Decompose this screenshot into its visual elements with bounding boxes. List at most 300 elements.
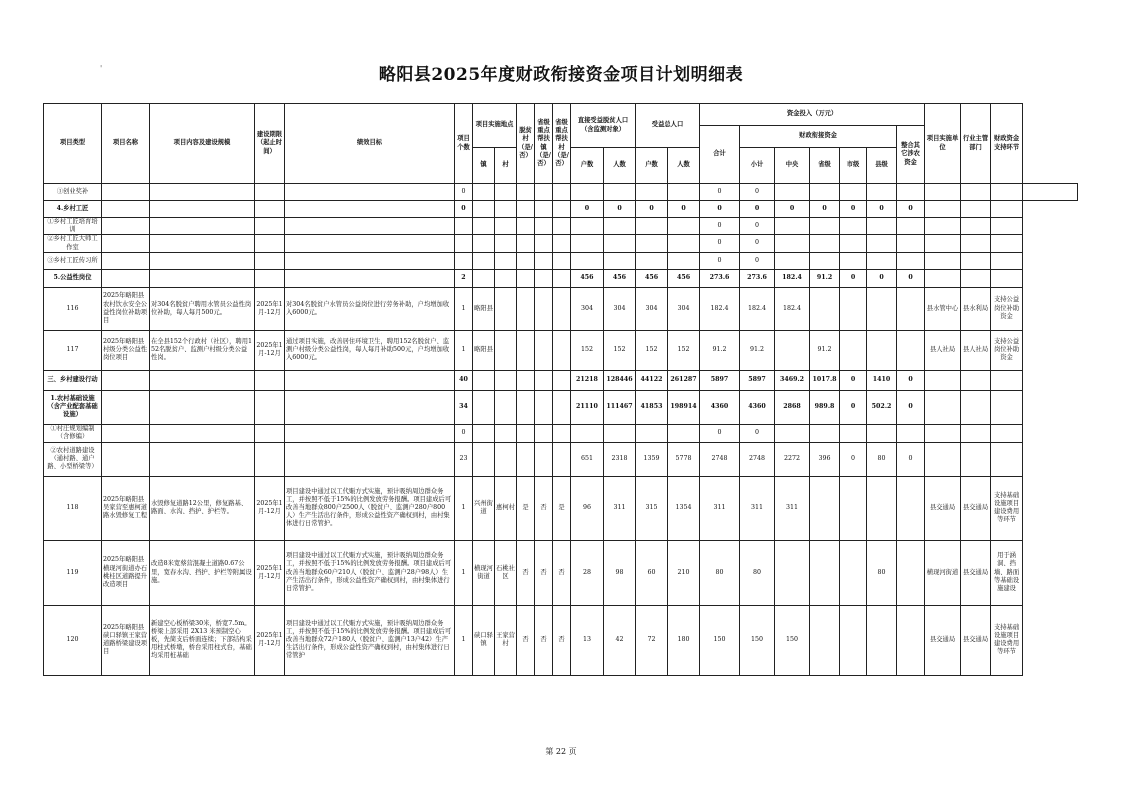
table-cell bbox=[991, 370, 1023, 390]
table-cell: 0 bbox=[668, 201, 700, 218]
table-cell: 石桃社区 bbox=[495, 540, 517, 605]
header-location: 项目实施地点 bbox=[473, 104, 517, 148]
table-cell bbox=[285, 424, 455, 442]
table-cell bbox=[535, 218, 553, 235]
table-cell: 28 bbox=[571, 540, 604, 605]
table-cell bbox=[495, 269, 517, 287]
table-cell bbox=[553, 330, 571, 370]
table-cell: 县交通局 bbox=[925, 476, 961, 540]
table-cell bbox=[495, 370, 517, 390]
table-cell: 2025年1月-12月 bbox=[255, 476, 285, 540]
table-cell bbox=[668, 252, 700, 269]
table-cell: 县交通局 bbox=[961, 540, 991, 605]
table-cell bbox=[495, 184, 517, 201]
table-cell: 2025年略阳县吴家营至惠柯道路水毁修复工程 bbox=[102, 476, 150, 540]
table-cell bbox=[473, 269, 495, 287]
table-cell bbox=[495, 330, 517, 370]
table-cell: 651 bbox=[571, 442, 604, 476]
table-cell bbox=[255, 390, 285, 424]
table-cell bbox=[775, 218, 810, 235]
table-cell bbox=[991, 235, 1023, 252]
table-cell bbox=[925, 252, 961, 269]
table-cell bbox=[867, 330, 897, 370]
table-cell: 120 bbox=[44, 605, 102, 675]
table-cell bbox=[553, 370, 571, 390]
table-cell: 23 bbox=[455, 442, 473, 476]
table-cell bbox=[517, 252, 535, 269]
table-cell bbox=[495, 390, 517, 424]
table-cell: 1354 bbox=[668, 476, 700, 540]
table-cell: 县交通局 bbox=[961, 476, 991, 540]
table-cell: 80 bbox=[867, 442, 897, 476]
table-cell bbox=[495, 424, 517, 442]
table-row bbox=[44, 330, 1078, 370]
table-cell bbox=[961, 252, 991, 269]
table-cell: 2748 bbox=[740, 442, 775, 476]
table-cell: 182.4 bbox=[700, 287, 740, 330]
table-cell: 对304名脱贫户聘用水管员公益性岗位补助，每人每月500元。 bbox=[150, 287, 255, 330]
table-cell bbox=[840, 476, 867, 540]
table-cell: 0 bbox=[897, 442, 925, 476]
table-cell: 0 bbox=[604, 201, 636, 218]
table-cell: 80 bbox=[700, 540, 740, 605]
header-city: 市级 bbox=[840, 148, 867, 184]
table-cell: 0 bbox=[897, 370, 925, 390]
table-cell bbox=[255, 252, 285, 269]
table-cell bbox=[840, 540, 867, 605]
table-cell: 116 bbox=[44, 287, 102, 330]
table-cell: 502.2 bbox=[867, 390, 897, 424]
header-poverty-village: 脱贫村（是/否） bbox=[517, 104, 535, 184]
table-cell bbox=[495, 442, 517, 476]
table-cell bbox=[455, 218, 473, 235]
table-cell bbox=[553, 424, 571, 442]
table-cell: 2025年1月-12月 bbox=[255, 605, 285, 675]
table-cell bbox=[897, 476, 925, 540]
table-cell: 1.农村基础设施（含产业配套基础设施） bbox=[44, 390, 102, 424]
table-cell bbox=[571, 424, 604, 442]
table-cell bbox=[517, 287, 535, 330]
table-row bbox=[44, 252, 1078, 269]
table-cell: 0 bbox=[740, 218, 775, 235]
table-cell bbox=[517, 424, 535, 442]
table-cell: 5897 bbox=[740, 370, 775, 390]
table-cell: 4.乡村工匠 bbox=[44, 201, 102, 218]
header-total-pop: 受益总人口 bbox=[636, 104, 700, 148]
table-cell: ②农村道路建设（通村路、通户路、小型桥梁等） bbox=[44, 442, 102, 476]
header-village: 村 bbox=[495, 148, 517, 184]
table-cell bbox=[840, 424, 867, 442]
table-cell bbox=[255, 269, 285, 287]
table-cell: 210 bbox=[668, 540, 700, 605]
table-cell: 5.公益性岗位 bbox=[44, 269, 102, 287]
table-cell bbox=[991, 424, 1023, 442]
table-cell: 311 bbox=[740, 476, 775, 540]
header-town: 镇 bbox=[473, 148, 495, 184]
table-cell: 1 bbox=[455, 287, 473, 330]
table-cell: 项目建设中通过以工代赈方式实施，预计吸纳周边群众务工，并按照不低于15%的比例发放劳务报酬。项目建成后可改善当地群众72户180人（脱贫户、监测户13户42）生产生活出行条件，形成公益性资产确权到村，由村集体进行日常管护 bbox=[285, 605, 455, 675]
table-cell bbox=[517, 269, 535, 287]
table-cell bbox=[668, 184, 700, 201]
table-cell: 对304名脱贫户水管员公益岗位进行劳务补助，户均增加收入6000元。 bbox=[285, 287, 455, 330]
table-cell bbox=[535, 424, 553, 442]
table-cell bbox=[1023, 184, 1078, 201]
table-cell bbox=[810, 476, 840, 540]
table-cell bbox=[867, 424, 897, 442]
table-cell: 182.4 bbox=[740, 287, 775, 330]
table-row bbox=[44, 370, 1078, 390]
table-cell: 261287 bbox=[668, 370, 700, 390]
table-cell bbox=[571, 184, 604, 201]
table-cell bbox=[840, 252, 867, 269]
table-cell: 否 bbox=[535, 476, 553, 540]
table-cell: 兴州街道 bbox=[473, 476, 495, 540]
table-cell: 91.2 bbox=[810, 330, 840, 370]
table-cell bbox=[897, 235, 925, 252]
table-cell: 1017.8 bbox=[810, 370, 840, 390]
table-cell bbox=[473, 235, 495, 252]
header-type: 项目类型 bbox=[44, 104, 102, 184]
table-cell bbox=[810, 424, 840, 442]
header-prov-key-town: 省级重点帮扶镇（是/否） bbox=[535, 104, 553, 184]
table-cell bbox=[495, 252, 517, 269]
table-cell: 否 bbox=[553, 605, 571, 675]
table-cell bbox=[255, 184, 285, 201]
table-cell bbox=[897, 218, 925, 235]
table-cell: 2272 bbox=[775, 442, 810, 476]
table-cell: 在全县152个行政村（社区），聘用152名脱贫户、监测户村级分类公益性岗。 bbox=[150, 330, 255, 370]
table-cell bbox=[925, 370, 961, 390]
table-cell: 0 bbox=[700, 201, 740, 218]
table-cell bbox=[897, 252, 925, 269]
table-cell: 456 bbox=[668, 269, 700, 287]
table-cell: 150 bbox=[775, 605, 810, 675]
table-cell: 2025年1月-12月 bbox=[255, 540, 285, 605]
table-cell: 152 bbox=[571, 330, 604, 370]
table-cell: 396 bbox=[810, 442, 840, 476]
header-province: 省级 bbox=[810, 148, 840, 184]
table-cell bbox=[473, 370, 495, 390]
table-cell: 0 bbox=[740, 252, 775, 269]
table-cell: 182.4 bbox=[775, 287, 810, 330]
table-cell bbox=[473, 218, 495, 235]
header-total-households: 户数 bbox=[636, 148, 668, 184]
table-cell: 0 bbox=[840, 370, 867, 390]
table-cell: 91.2 bbox=[700, 330, 740, 370]
table-cell bbox=[517, 330, 535, 370]
table-cell: 县水管中心 bbox=[925, 287, 961, 330]
header-total: 合计 bbox=[700, 126, 740, 184]
table-row bbox=[44, 287, 1078, 330]
table-cell bbox=[897, 330, 925, 370]
table-cell: 支持基础设施项目建设费用等环节 bbox=[991, 476, 1023, 540]
table-cell: 5897 bbox=[700, 370, 740, 390]
table-cell: 否 bbox=[517, 540, 535, 605]
table-cell bbox=[925, 390, 961, 424]
table-cell bbox=[810, 540, 840, 605]
table-cell: 72 bbox=[636, 605, 668, 675]
table-cell: 0 bbox=[740, 424, 775, 442]
table-cell bbox=[535, 330, 553, 370]
table-cell: 311 bbox=[700, 476, 740, 540]
table-cell: 180 bbox=[668, 605, 700, 675]
table-cell: 34 bbox=[455, 390, 473, 424]
table-cell bbox=[925, 218, 961, 235]
table-cell bbox=[636, 218, 668, 235]
table-cell bbox=[553, 390, 571, 424]
table-cell bbox=[255, 370, 285, 390]
table-cell bbox=[473, 390, 495, 424]
table-cell: 是 bbox=[517, 476, 535, 540]
table-cell bbox=[102, 201, 150, 218]
table-cell bbox=[961, 201, 991, 218]
table-cell: 2025年略阳县农村饮水安全公益性岗位补助项目 bbox=[102, 287, 150, 330]
table-row bbox=[44, 476, 1078, 540]
table-cell bbox=[867, 235, 897, 252]
table-cell: 0 bbox=[840, 201, 867, 218]
table-cell bbox=[636, 235, 668, 252]
table-cell bbox=[102, 252, 150, 269]
table-cell bbox=[991, 269, 1023, 287]
table-cell bbox=[571, 235, 604, 252]
table-cell: 40 bbox=[455, 370, 473, 390]
table-cell: 横现河街道 bbox=[473, 540, 495, 605]
table-cell: 0 bbox=[700, 235, 740, 252]
header-direct-pop: 直接受益脱贫人口（含监测对象） bbox=[571, 104, 636, 148]
table-cell bbox=[535, 252, 553, 269]
table-cell: 0 bbox=[867, 201, 897, 218]
table-cell: 2025年略阳县村级分类公益性岗位项目 bbox=[102, 330, 150, 370]
table-cell: 2025年略阳县硖口驿镇王家营道路桥梁建设项目 bbox=[102, 605, 150, 675]
table-cell bbox=[604, 235, 636, 252]
table-cell bbox=[535, 201, 553, 218]
table-cell bbox=[840, 218, 867, 235]
table-cell: 80 bbox=[867, 540, 897, 605]
table-cell: 152 bbox=[604, 330, 636, 370]
table-cell: 用于涵洞、挡墙、路面等基础设施建设 bbox=[991, 540, 1023, 605]
table-cell: 1 bbox=[455, 476, 473, 540]
table-cell bbox=[810, 184, 840, 201]
table-row bbox=[44, 184, 1078, 201]
table-cell: 42 bbox=[604, 605, 636, 675]
table-cell: 0 bbox=[840, 442, 867, 476]
table-cell bbox=[102, 442, 150, 476]
table-cell bbox=[867, 287, 897, 330]
table-cell bbox=[991, 252, 1023, 269]
table-cell bbox=[150, 184, 255, 201]
table-cell: 989.8 bbox=[810, 390, 840, 424]
table-cell bbox=[840, 287, 867, 330]
table-cell: 2868 bbox=[775, 390, 810, 424]
table-cell bbox=[897, 424, 925, 442]
table-cell bbox=[961, 218, 991, 235]
table-cell bbox=[553, 442, 571, 476]
table-cell bbox=[810, 287, 840, 330]
table-cell: 0 bbox=[740, 235, 775, 252]
table-cell bbox=[285, 269, 455, 287]
table-cell bbox=[473, 201, 495, 218]
table-cell: 0 bbox=[740, 184, 775, 201]
project-detail-table bbox=[43, 103, 1078, 676]
table-cell bbox=[961, 424, 991, 442]
table-cell bbox=[150, 235, 255, 252]
header-count: 项目个数 bbox=[455, 104, 473, 184]
table-cell: 否 bbox=[517, 605, 535, 675]
table-cell: 21110 bbox=[571, 390, 604, 424]
table-cell bbox=[517, 390, 535, 424]
table-cell bbox=[150, 201, 255, 218]
table-cell bbox=[636, 424, 668, 442]
table-cell: 311 bbox=[604, 476, 636, 540]
table-cell bbox=[495, 201, 517, 218]
table-cell bbox=[150, 370, 255, 390]
table-cell bbox=[473, 252, 495, 269]
table-cell bbox=[535, 184, 553, 201]
table-cell bbox=[840, 235, 867, 252]
table-cell bbox=[150, 218, 255, 235]
table-cell bbox=[775, 235, 810, 252]
table-cell: 80 bbox=[740, 540, 775, 605]
table-cell: 2025年略阳县横现河街道办石桃桂区道路提升改造项目 bbox=[102, 540, 150, 605]
table-cell bbox=[102, 235, 150, 252]
table-cell bbox=[150, 269, 255, 287]
table-cell: ③乡村工匠传习所 bbox=[44, 252, 102, 269]
table-cell bbox=[285, 235, 455, 252]
table-cell bbox=[810, 218, 840, 235]
table-cell: 1 bbox=[455, 330, 473, 370]
table-cell bbox=[925, 184, 961, 201]
table-cell bbox=[102, 218, 150, 235]
table-cell bbox=[991, 390, 1023, 424]
table-row bbox=[44, 424, 1078, 442]
table-cell bbox=[285, 370, 455, 390]
table-cell bbox=[925, 442, 961, 476]
table-cell: 118 bbox=[44, 476, 102, 540]
header-content: 项目内容及建设规模 bbox=[150, 104, 255, 184]
table-cell bbox=[991, 442, 1023, 476]
table-cell bbox=[517, 442, 535, 476]
table-cell bbox=[102, 424, 150, 442]
table-cell: 456 bbox=[571, 269, 604, 287]
table-cell bbox=[150, 252, 255, 269]
table-cell: 水毁修复道路12公里，修复路基、路面、水沟、挡护、护栏等。 bbox=[150, 476, 255, 540]
table-cell bbox=[961, 184, 991, 201]
table-cell bbox=[668, 424, 700, 442]
table-cell bbox=[150, 390, 255, 424]
table-cell bbox=[810, 605, 840, 675]
table-cell bbox=[636, 184, 668, 201]
table-cell bbox=[102, 269, 150, 287]
table-cell: 2025年1月-12月 bbox=[255, 287, 285, 330]
table-cell bbox=[102, 390, 150, 424]
table-cell bbox=[102, 370, 150, 390]
table-cell: 198914 bbox=[668, 390, 700, 424]
table-cell: 119 bbox=[44, 540, 102, 605]
table-cell bbox=[535, 390, 553, 424]
table-cell bbox=[553, 218, 571, 235]
table-cell: 456 bbox=[604, 269, 636, 287]
table-cell: 王家营村 bbox=[495, 605, 517, 675]
table-cell bbox=[991, 184, 1023, 201]
table-cell bbox=[285, 184, 455, 201]
table-row bbox=[44, 390, 1078, 424]
table-cell bbox=[553, 287, 571, 330]
table-cell bbox=[553, 269, 571, 287]
table-cell: 硖口驿镇 bbox=[473, 605, 495, 675]
table-cell bbox=[925, 269, 961, 287]
header-unit: 项目实施单位 bbox=[925, 104, 961, 184]
table-cell bbox=[636, 252, 668, 269]
table-cell bbox=[517, 184, 535, 201]
header-households: 户数 bbox=[571, 148, 604, 184]
table-cell: 1 bbox=[455, 540, 473, 605]
table-cell: 县交通局 bbox=[925, 605, 961, 675]
page-title: 略阳县2025年度财政衔接资金项目计划明细表 bbox=[378, 65, 744, 85]
page-number: 第 22 页 bbox=[545, 747, 577, 756]
table-cell: 0 bbox=[700, 424, 740, 442]
table-cell: 41853 bbox=[636, 390, 668, 424]
table-cell bbox=[810, 252, 840, 269]
table-cell: 项目建设中通过以工代赈方式实施，预计吸纳周边群众务工，并按照不低于15%的比例发放劳务报酬。项目建成后可改善当地群众800户2500人（脱贫户、监测户280户800人）生产生活出行条件，形成公益性资产确权到村，由村集体进行日常管护。 bbox=[285, 476, 455, 540]
table-cell: 456 bbox=[636, 269, 668, 287]
table-cell: 改造8米宽蔡营混凝土道路0.67公里，宽春水沟、挡护、护栏等附属设施。 bbox=[150, 540, 255, 605]
table-cell: 新建空心板桥梁30米，桥宽7.5m。桥梁上部采用 2X13 米预制空心板，先简支后桥面连续；下部结构采用柱式桥墩，桥台采用柱式台，基础均采用桩基础 bbox=[150, 605, 255, 675]
table-cell: 304 bbox=[636, 287, 668, 330]
table-cell: 0 bbox=[571, 201, 604, 218]
table-cell: 1 bbox=[455, 605, 473, 675]
table-cell bbox=[867, 184, 897, 201]
table-cell: 98 bbox=[604, 540, 636, 605]
table-cell: 略阳县 bbox=[473, 287, 495, 330]
header-people: 人数 bbox=[604, 148, 636, 184]
table-cell bbox=[604, 218, 636, 235]
table-cell bbox=[255, 442, 285, 476]
table-cell: 县交通局 bbox=[961, 605, 991, 675]
table-cell: 304 bbox=[571, 287, 604, 330]
table-cell bbox=[897, 605, 925, 675]
table-cell: 县人社局 bbox=[925, 330, 961, 370]
table-cell bbox=[571, 252, 604, 269]
table-cell bbox=[495, 287, 517, 330]
table-cell bbox=[495, 235, 517, 252]
table-cell bbox=[925, 235, 961, 252]
table-row bbox=[44, 201, 1078, 218]
table-cell bbox=[473, 184, 495, 201]
table-cell bbox=[604, 184, 636, 201]
table-cell bbox=[961, 235, 991, 252]
table-cell: 项目建设中通过以工代赈方式实施，预计吸纳周边群众务工，并按照不低于15%的比例发放劳务报酬。项目建成后可改善当地群众60户210人（脱贫户、监测户28户98人）生产生活出行条件，形成公益性资产确权到村，由村集体进行日常管护。 bbox=[285, 540, 455, 605]
header-subtotal: 小计 bbox=[740, 148, 775, 184]
table-cell bbox=[517, 370, 535, 390]
table-cell: 支持公益岗位补助资金 bbox=[991, 287, 1023, 330]
header-support: 财政资金支持环节 bbox=[991, 104, 1023, 184]
table-cell: 0 bbox=[897, 390, 925, 424]
table-row bbox=[44, 605, 1078, 675]
table-cell: ①乡村工匠培育培训 bbox=[44, 218, 102, 235]
header-county: 县级 bbox=[867, 148, 897, 184]
table-cell: 2318 bbox=[604, 442, 636, 476]
table-cell bbox=[810, 235, 840, 252]
table-cell bbox=[517, 235, 535, 252]
table-cell bbox=[775, 424, 810, 442]
table-cell bbox=[897, 184, 925, 201]
table-cell: 支持基础设施项目建设费用等环节 bbox=[991, 605, 1023, 675]
corner-mark: ' bbox=[100, 64, 103, 73]
table-cell bbox=[925, 424, 961, 442]
header-prov-key-village: 省级重点帮扶村（是/否） bbox=[553, 104, 571, 184]
header-fiscal: 财政衔接资金 bbox=[740, 126, 897, 148]
table-cell bbox=[535, 370, 553, 390]
